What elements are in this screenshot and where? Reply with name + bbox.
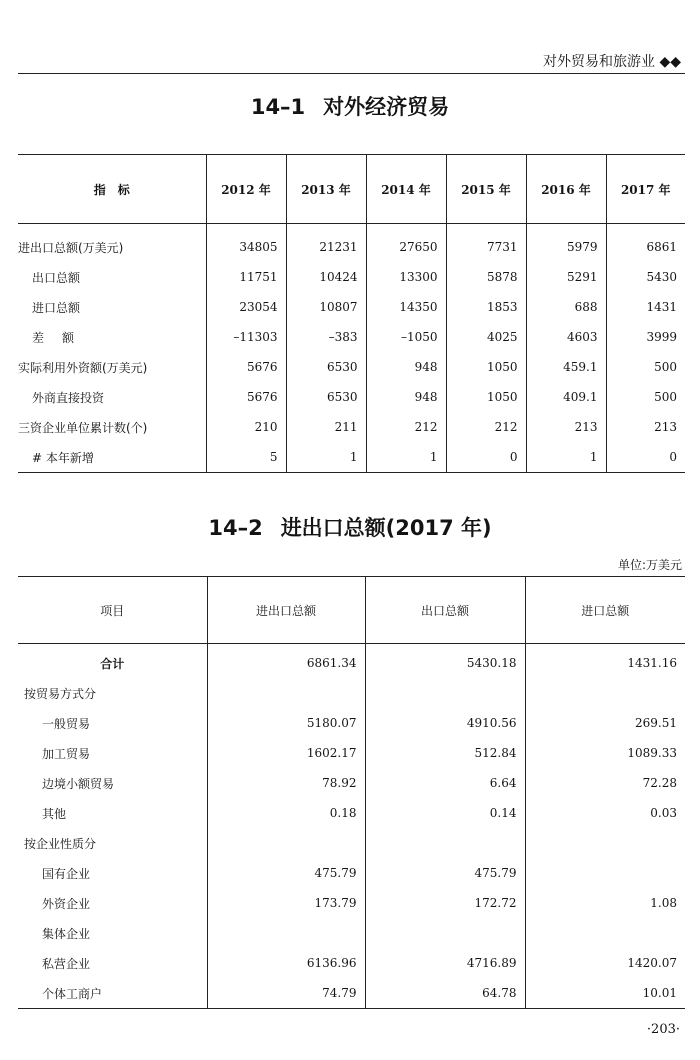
cell-value: 5878 bbox=[446, 262, 526, 292]
cell-value: 172.72 bbox=[365, 888, 525, 918]
cell-value: 10807 bbox=[286, 292, 366, 322]
cell-value: 1602.17 bbox=[207, 738, 365, 768]
cell-value: 1431.16 bbox=[525, 644, 685, 679]
table-row bbox=[18, 412, 685, 442]
table-row bbox=[18, 292, 685, 322]
header-2012: 2012 年 bbox=[206, 155, 286, 224]
table-row bbox=[18, 352, 685, 382]
header-export: 出口总额 bbox=[365, 577, 525, 644]
row-label: 外商直接投资 bbox=[32, 390, 105, 405]
row-label: 合计 bbox=[100, 656, 125, 671]
cell-value: 409.1 bbox=[526, 382, 606, 412]
row-label: 按贸易方式分 bbox=[24, 686, 97, 701]
table1-title bbox=[0, 91, 700, 121]
cell-value: 0 bbox=[606, 442, 685, 473]
cell-value: 1 bbox=[366, 442, 446, 473]
cell-value: 6530 bbox=[286, 352, 366, 382]
table-row bbox=[18, 678, 685, 708]
cell-value: 64.78 bbox=[365, 978, 525, 1009]
table-row bbox=[18, 798, 685, 828]
table-row bbox=[18, 918, 685, 948]
cell-value: 212 bbox=[446, 412, 526, 442]
table-row bbox=[18, 738, 685, 768]
cell-value: 5676 bbox=[206, 352, 286, 382]
cell-value: 5676 bbox=[206, 382, 286, 412]
table-row bbox=[18, 262, 685, 292]
cell-value: 1050 bbox=[446, 352, 526, 382]
table-row bbox=[18, 948, 685, 978]
row-label: 个体工商户 bbox=[42, 986, 103, 1001]
table-row bbox=[18, 978, 685, 1009]
cell-value: 72.28 bbox=[525, 768, 685, 798]
cell-value bbox=[525, 828, 685, 858]
cell-value: 6861 bbox=[606, 224, 685, 263]
cell-value bbox=[525, 678, 685, 708]
cell-value: –1050 bbox=[366, 322, 446, 352]
cell-value: 475.79 bbox=[207, 858, 365, 888]
cell-value: 4025 bbox=[446, 322, 526, 352]
header-2017: 2017 年 bbox=[606, 155, 685, 224]
row-label: 边境小额贸易 bbox=[42, 776, 115, 791]
table1-title-text: 对外经济贸易 bbox=[323, 95, 450, 119]
cell-value: 948 bbox=[366, 382, 446, 412]
row-label: 按企业性质分 bbox=[24, 836, 97, 851]
row-label: 国有企业 bbox=[42, 866, 91, 881]
table-row bbox=[18, 644, 685, 679]
table1-number: 14–1 bbox=[250, 95, 306, 119]
cell-value: 7731 bbox=[446, 224, 526, 263]
cell-value: 500 bbox=[606, 352, 685, 382]
row-label: 实际利用外资额(万美元) bbox=[18, 360, 148, 375]
cell-value: 0.03 bbox=[525, 798, 685, 828]
cell-value: 78.92 bbox=[207, 768, 365, 798]
cell-value: 1.08 bbox=[525, 888, 685, 918]
cell-value: 210 bbox=[206, 412, 286, 442]
table2-title bbox=[0, 512, 700, 542]
header-item: 项目 bbox=[18, 577, 207, 644]
cell-value: 5291 bbox=[526, 262, 606, 292]
cell-value bbox=[525, 918, 685, 948]
cell-value: 5 bbox=[206, 442, 286, 473]
cell-value: 213 bbox=[606, 412, 685, 442]
cell-value: 269.51 bbox=[525, 708, 685, 738]
cell-value bbox=[365, 678, 525, 708]
cell-value: –11303 bbox=[206, 322, 286, 352]
header-2013: 2013 年 bbox=[286, 155, 366, 224]
cell-value: 0.14 bbox=[365, 798, 525, 828]
foreign-trade-table bbox=[18, 154, 685, 473]
table-row bbox=[18, 322, 685, 352]
cell-value: 211 bbox=[286, 412, 366, 442]
table-row bbox=[18, 708, 685, 738]
cell-value: 3999 bbox=[606, 322, 685, 352]
header-2016: 2016 年 bbox=[526, 155, 606, 224]
cell-value: 10424 bbox=[286, 262, 366, 292]
table-row bbox=[18, 888, 685, 918]
header-2015: 2015 年 bbox=[446, 155, 526, 224]
row-label: # 本年新增 bbox=[32, 450, 94, 465]
header-import: 进口总额 bbox=[525, 577, 685, 644]
header-indicator: 指 标 bbox=[18, 155, 206, 224]
section-title: 对外贸易和旅游业 ◆◆ bbox=[543, 54, 681, 70]
cell-value: 0.18 bbox=[207, 798, 365, 828]
cell-value: 4603 bbox=[526, 322, 606, 352]
page-number: ·203· bbox=[646, 1022, 680, 1037]
cell-value: 14350 bbox=[366, 292, 446, 322]
row-label: 进出口总额(万美元) bbox=[18, 240, 124, 255]
row-label: 一般贸易 bbox=[42, 716, 91, 731]
cell-value: 212 bbox=[366, 412, 446, 442]
cell-value: 5430 bbox=[606, 262, 685, 292]
cell-value: 1 bbox=[286, 442, 366, 473]
cell-value: 512.84 bbox=[365, 738, 525, 768]
table2-title-text: 进出口总额(2017 年) bbox=[280, 516, 492, 540]
cell-value: 5979 bbox=[526, 224, 606, 263]
row-label: 进口总额 bbox=[32, 300, 81, 315]
table1-header-row bbox=[18, 155, 685, 224]
unit-label: 单位:万美元 bbox=[617, 558, 682, 572]
cell-value bbox=[207, 678, 365, 708]
row-label: 出口总额 bbox=[32, 270, 81, 285]
page-header bbox=[18, 49, 685, 74]
cell-value: 1431 bbox=[606, 292, 685, 322]
cell-value: 1420.07 bbox=[525, 948, 685, 978]
cell-value: 500 bbox=[606, 382, 685, 412]
cell-value: 27650 bbox=[366, 224, 446, 263]
cell-value: 1089.33 bbox=[525, 738, 685, 768]
cell-value: 34805 bbox=[206, 224, 286, 263]
cell-value: 4910.56 bbox=[365, 708, 525, 738]
import-export-table bbox=[18, 576, 685, 1009]
cell-value: 6861.34 bbox=[207, 644, 365, 679]
cell-value bbox=[207, 828, 365, 858]
row-label: 集体企业 bbox=[42, 926, 91, 941]
cell-value: 74.79 bbox=[207, 978, 365, 1009]
cell-value: 6136.96 bbox=[207, 948, 365, 978]
cell-value: –383 bbox=[286, 322, 366, 352]
cell-value: 1 bbox=[526, 442, 606, 473]
table-row bbox=[18, 224, 685, 263]
cell-value bbox=[365, 918, 525, 948]
cell-value: 688 bbox=[526, 292, 606, 322]
cell-value: 4716.89 bbox=[365, 948, 525, 978]
row-label: 加工贸易 bbox=[42, 746, 91, 761]
table-row bbox=[18, 858, 685, 888]
cell-value: 0 bbox=[446, 442, 526, 473]
cell-value: 11751 bbox=[206, 262, 286, 292]
cell-value: 5180.07 bbox=[207, 708, 365, 738]
cell-value: 213 bbox=[526, 412, 606, 442]
row-label: 外资企业 bbox=[42, 896, 91, 911]
cell-value: 6.64 bbox=[365, 768, 525, 798]
cell-value: 1853 bbox=[446, 292, 526, 322]
table-row bbox=[18, 442, 685, 473]
row-label: 其他 bbox=[42, 806, 67, 821]
header-total: 进出口总额 bbox=[207, 577, 365, 644]
cell-value bbox=[525, 858, 685, 888]
cell-value: 10.01 bbox=[525, 978, 685, 1009]
table2-number: 14–2 bbox=[208, 516, 263, 540]
cell-value: 23054 bbox=[206, 292, 286, 322]
row-label: 私营企业 bbox=[42, 956, 91, 971]
cell-value: 459.1 bbox=[526, 352, 606, 382]
cell-value: 13300 bbox=[366, 262, 446, 292]
header-2014: 2014 年 bbox=[366, 155, 446, 224]
cell-value: 5430.18 bbox=[365, 644, 525, 679]
row-label: 三资企业单位累计数(个) bbox=[18, 420, 148, 435]
cell-value: 21231 bbox=[286, 224, 366, 263]
row-label: 差额 bbox=[32, 330, 93, 345]
cell-value: 948 bbox=[366, 352, 446, 382]
table-row bbox=[18, 768, 685, 798]
cell-value: 1050 bbox=[446, 382, 526, 412]
cell-value: 6530 bbox=[286, 382, 366, 412]
cell-value bbox=[207, 918, 365, 948]
cell-value bbox=[365, 828, 525, 858]
table-row bbox=[18, 382, 685, 412]
cell-value: 173.79 bbox=[207, 888, 365, 918]
cell-value: 475.79 bbox=[365, 858, 525, 888]
table-row bbox=[18, 828, 685, 858]
table2-header-row bbox=[18, 577, 685, 644]
